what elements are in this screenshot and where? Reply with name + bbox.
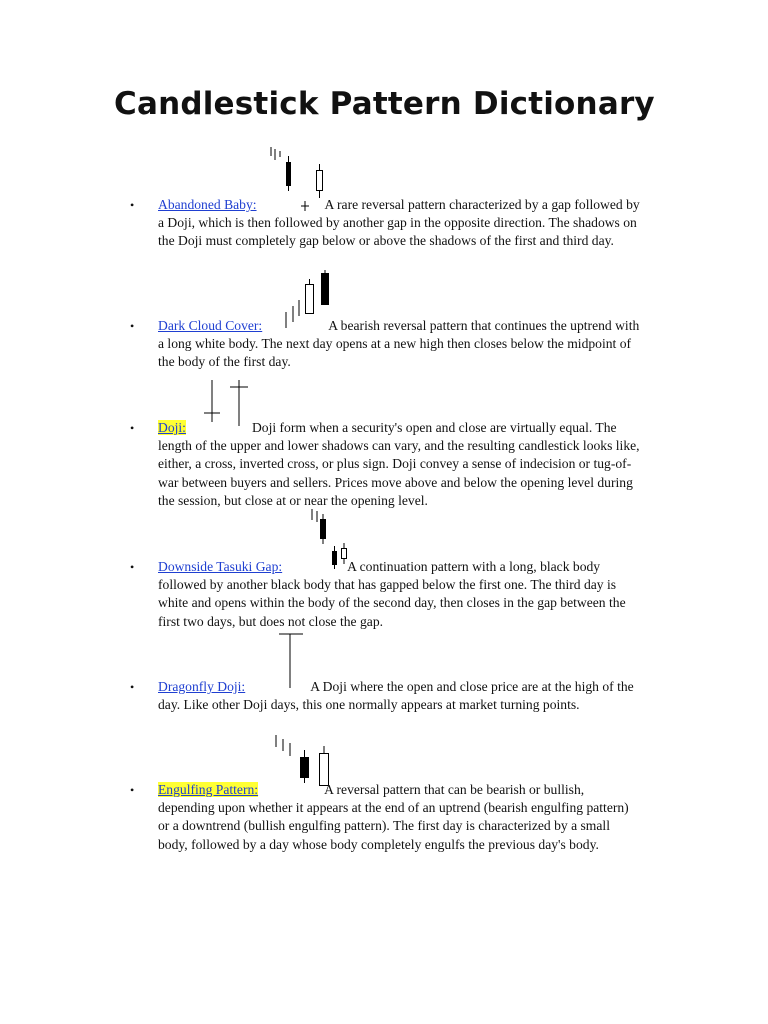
- term-description: A Doji where the open and close price are at the high of the day. Like other Doji days, this one normally appears at market turning points.: [158, 679, 634, 713]
- term-description: A rare reversal pattern characterized by a gap followed by a Doji, which is then followed by another gap in the opposite direction. The shadows on the Doji must completely gap below or above the shadows of the first and third day.: [158, 197, 640, 249]
- bullet: •: [130, 421, 135, 435]
- term-link-doji[interactable]: Doji:: [158, 420, 186, 435]
- bullet: •: [130, 319, 135, 333]
- list-item-abandoned-baby: [130, 196, 640, 251]
- term-description: A bearish reversal pattern that continues the uptrend with a long white body. The next day opens at a new high then closes below the midpoint of the body of the first day.: [158, 318, 640, 370]
- term-link-dark-cloud-cover[interactable]: Dark Cloud Cover:: [158, 318, 263, 333]
- list-item-dark-cloud-cover: [130, 317, 640, 372]
- term-link-engulfing-pattern[interactable]: Engulfing Pattern:: [158, 782, 259, 797]
- term-description: A continuation pattern with a long, black body followed by another black body that has gapped below the first one. The third day is white and opens within the body of the second day, then closes in the gap between the first two days, but does not close the gap.: [158, 559, 626, 629]
- term-link-abandoned-baby[interactable]: Abandoned Baby:: [158, 197, 257, 212]
- list-item-downside-tasuki-gap: [130, 558, 640, 631]
- bullet: •: [130, 783, 135, 797]
- document-title: Candlestick Pattern Dictionary: [114, 86, 655, 122]
- term-link-dragonfly-doji[interactable]: Dragonfly Doji:: [158, 679, 246, 694]
- term-description: A reversal pattern that can be bearish or bullish, depending upon whether it appears at the end of an uptrend (bearish engulfing pattern) or a downtrend (bullish engulfing pattern). The first day is characterized by a small body, followed by a day whose body completely engulfs the previous day's body.: [158, 782, 629, 852]
- term-link-downside-tasuki-gap[interactable]: Downside Tasuki Gap:: [158, 559, 283, 574]
- bullet: •: [130, 560, 135, 574]
- list-item-dragonfly-doji: [130, 678, 640, 714]
- bullet: •: [130, 680, 135, 694]
- list-item-doji: [130, 419, 640, 510]
- term-description: Doji form when a security's open and close are virtually equal. The length of the upper and lower shadows can vary, and the resulting candlestick looks like, either, a cross, inverted cross, or plus sign. Doji convey a sense of indecision or tug-of-war between buyers and sellers. Prices move above and below the opening level during the session, but close at or near the opening level.: [158, 420, 640, 508]
- list-item-engulfing-pattern: [130, 781, 640, 854]
- bullet: •: [130, 198, 135, 212]
